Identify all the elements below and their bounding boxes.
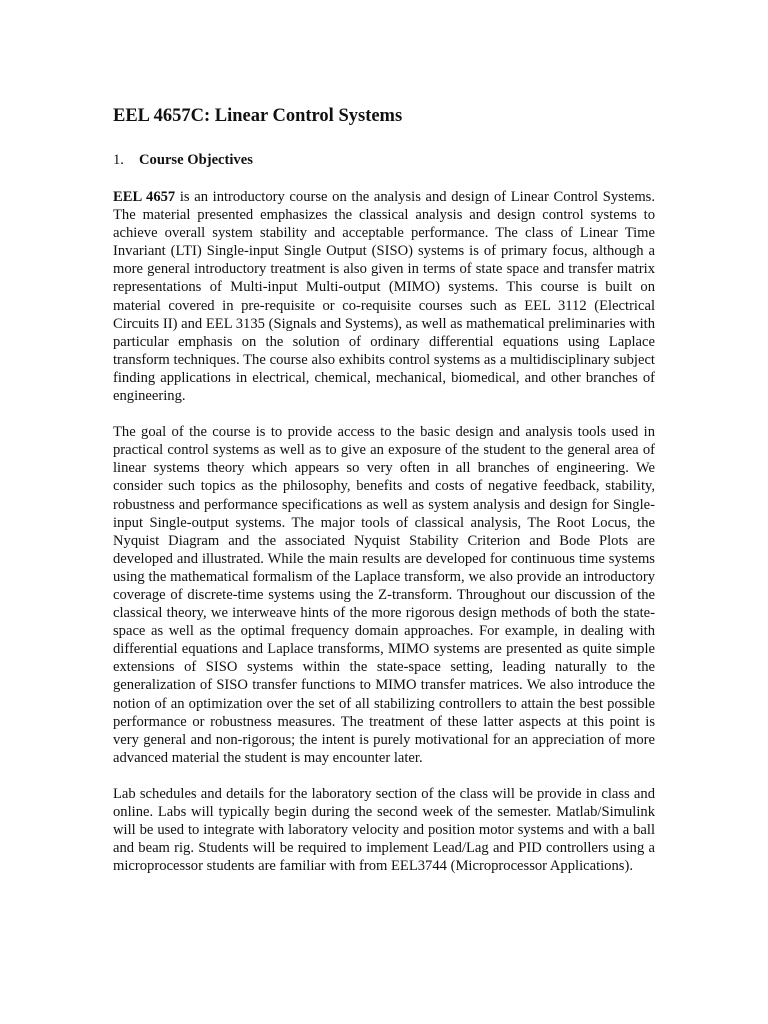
paragraph-course-goal: The goal of the course is to provide access to the basic design and analysis tools used in practical control systems as well as to give an exposure of the student to the general area of linear systems theory which appears so very often in all branches of engineering. We consider such topics as the philosophy, benefits and costs of negative feedback, stability, robustness and performance specifications as well as system analysis and design for Single-input Single-output systems. The major tools of classical analysis, The Root Locus, the Nyquist Diagram and the associated Nyquist Stability Criterion and Bode Plots are developed and illustrated. While the main results are developed for continuous time systems using the mathematical formalism of the Laplace transform, we also provide an introductory coverage of discrete-time systems using the Z-transform. Throughout our discussion of the classical theory, we interweave hints of the more rigorous design methods of both the state-space as well as the optimal frequency domain approaches. For example, in dealing with differential equations and Laplace transforms, MIMO systems are presented as quite simple extensions of SISO systems within the state-space setting, leading naturally to the generalization of SISO transfer functions to MIMO transfer matrices. We also introduce the notion of an optimization over the set of all stabilizing controllers to attain the best possible performance or robustness measures. The treatment of these latter aspects at this point is very general and non-rigorous; the intent is purely motivational for an appreciation of more advanced material the student is may encounter later. [113, 424, 655, 766]
paragraph-course-intro [113, 188, 655, 405]
section-title: Course Objectives [139, 152, 253, 168]
paragraph-lab-schedule: Lab schedules and details for the laboratory section of the class will be provide in class and online. Labs will typically begin during the second week of the semester. Matlab/Simulink will be used to integrate with laboratory velocity and position motor systems and with a ball and beam rig. Students will be required to implement Lead/Lag and PID controllers using a microprocessor students are familiar with from EEL3744 (Microprocessor Applications). [113, 785, 655, 875]
course-intro-text: is an introductory course on the analysis and design of Linear Control Systems. The material presented emphasizes the classical analysis and design control systems to achieve overall system stability and acceptable performance. The class of Linear Time Invariant (LTI) Single-input Single Output (SISO) systems is of primary focus, although a more general introductory treatment is also given in terms of state space and transfer matrix representations of Multi-input Multi-output (MIMO) systems. This course is built on material covered in pre-requisite or co-requisite courses such as EEL 3112 (Electrical Circuits II) and EEL 3135 (Signals and Systems), as well as mathematical preliminaries with particular emphasis on the solution of ordinary differential equations using Laplace transform techniques. The course also exhibits control systems as a multidisciplinary subject finding applications in electrical, chemical, mechanical, biomedical, and other branches of engineering. [113, 189, 656, 405]
section-number: 1. [113, 152, 124, 168]
section-heading [113, 151, 655, 169]
document-title: EEL 4657C: Linear Control Systems [113, 106, 403, 126]
document-page [113, 104, 655, 875]
course-code-lead: EEL 4657 [113, 189, 176, 205]
